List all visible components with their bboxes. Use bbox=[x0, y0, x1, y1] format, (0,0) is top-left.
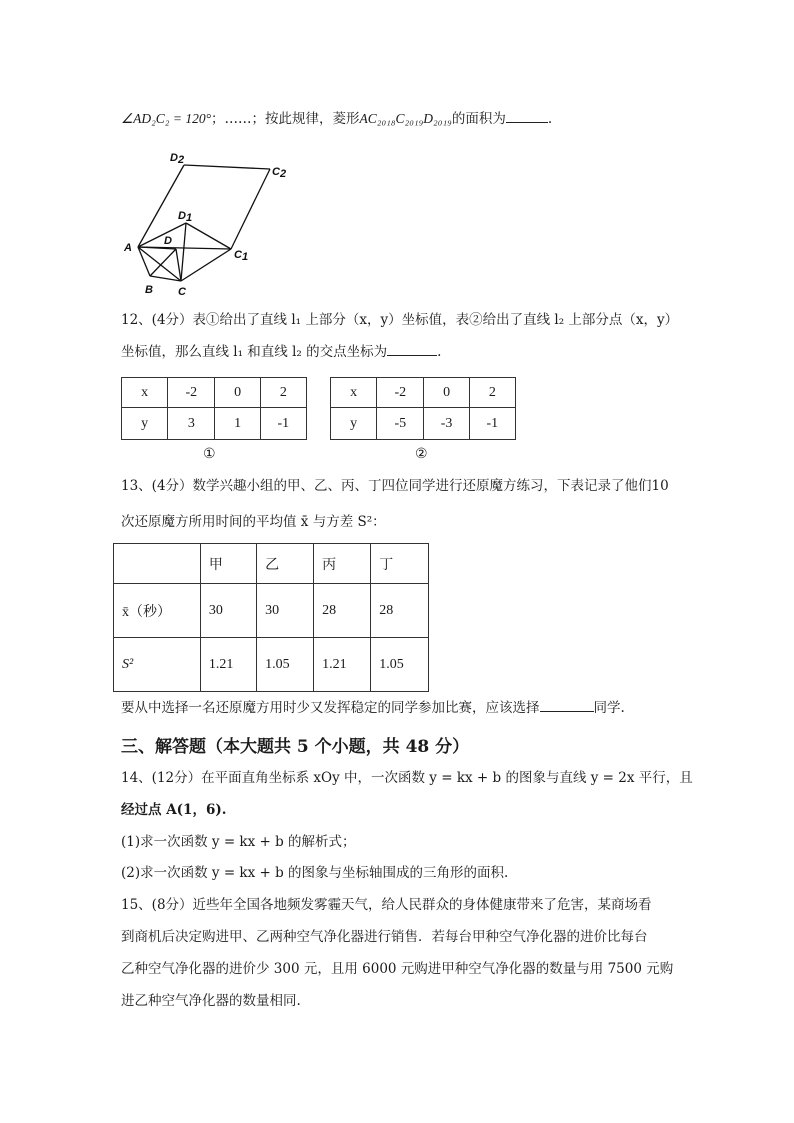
table-cell: 30 bbox=[257, 584, 314, 638]
edge-D-C bbox=[176, 249, 181, 281]
table-cell: -1 bbox=[469, 408, 515, 440]
q12-line2-text: 坐标值，那么直线 l₁ 和直线 l₂ 的交点坐标为 bbox=[121, 344, 388, 360]
q11-tail: 的面积为 bbox=[451, 111, 506, 127]
label-C: C bbox=[178, 286, 186, 298]
table-cell: -1 bbox=[260, 408, 306, 440]
table-cell: 3 bbox=[168, 408, 215, 440]
q14-subquestion-2: (2)求一次函数 y = kx + b 的图象与坐标轴围成的三角形的面积. bbox=[121, 865, 509, 881]
q11-rhombus-figure bbox=[118, 145, 293, 300]
table-row bbox=[122, 378, 307, 408]
table-row bbox=[331, 378, 516, 408]
table-cell: 1.21 bbox=[200, 638, 256, 692]
q15-line3: 乙种空气净化器的进价少 300 元，且用 6000 元购进甲种空气净化器的数量与用 7500 元购 bbox=[121, 961, 674, 977]
q12-answer-blank bbox=[387, 341, 437, 356]
q11-rhombus-name: AC₂₀₁₈C₂₀₁₉D₂₀₁₉ bbox=[359, 111, 452, 126]
table-cell: -2 bbox=[377, 378, 424, 408]
edge-B-D bbox=[150, 249, 176, 276]
q13-question bbox=[121, 697, 625, 718]
edge-C2-C1 bbox=[231, 169, 270, 249]
q11-angle-expression: ∠AD₂C₂ = 120° bbox=[121, 111, 211, 126]
table-cell: 28 bbox=[371, 584, 429, 638]
q12-line2 bbox=[121, 341, 441, 362]
edge-D1-C1 bbox=[186, 223, 231, 249]
table-header-yi: 乙 bbox=[257, 544, 314, 584]
section-3-heading: 三、解答题（本大题共 5 个小题，共 48 分） bbox=[121, 737, 470, 757]
table-cell bbox=[114, 544, 201, 584]
table-cell: x bbox=[122, 378, 168, 408]
table-cell: -3 bbox=[424, 408, 469, 440]
table-cell: -5 bbox=[377, 408, 424, 440]
table-row bbox=[331, 408, 516, 440]
table-cell: 0 bbox=[215, 378, 260, 408]
table-cell: x̄（秒） bbox=[114, 584, 201, 638]
edge-C-D1 bbox=[181, 223, 186, 281]
q13-answer-blank bbox=[540, 697, 594, 712]
q13-question-end: 同学. bbox=[593, 700, 625, 716]
table-header-row bbox=[114, 544, 429, 584]
label-D2: D2 bbox=[170, 152, 185, 166]
q13-line2: 次还原魔方所用时间的平均值 x̄ 与方差 S²： bbox=[121, 514, 386, 530]
q15-line1: 15、(8分）近些年全国各地频发雾霾天气，给人民群众的身体健康带来了危害，某商场看 bbox=[121, 897, 652, 913]
table-cell: 1.21 bbox=[314, 638, 371, 692]
table-header-bing: 丙 bbox=[314, 544, 371, 584]
q11-period: . bbox=[547, 111, 553, 127]
q11-text-line bbox=[121, 108, 552, 129]
table-row bbox=[122, 408, 307, 440]
table-cell: 1.05 bbox=[371, 638, 429, 692]
edge-C-C1 bbox=[181, 249, 231, 281]
table-cell: x bbox=[331, 378, 377, 408]
q13-line1: 13、(4分）数学兴趣小组的甲、乙、丙、丁四位同学进行还原魔方练习，下表记录了他们10 bbox=[121, 478, 669, 494]
q12-period: . bbox=[437, 344, 442, 360]
label-B: B bbox=[145, 284, 153, 296]
q13-table bbox=[113, 543, 429, 692]
table-header-ding: 丁 bbox=[371, 544, 429, 584]
q12-table-2 bbox=[330, 377, 516, 440]
q14-line2: 经过点 A(1，6). bbox=[121, 802, 227, 818]
edge-A-D2 bbox=[138, 165, 184, 247]
label-C1: C1 bbox=[234, 249, 249, 263]
q11-answer-blank bbox=[506, 108, 548, 123]
q13-question-text: 要从中选择一名还原魔方用时少又发挥稳定的同学参加比赛，应该选择 bbox=[121, 700, 540, 716]
table-row-variance bbox=[114, 638, 429, 692]
table-cell: 1.05 bbox=[257, 638, 314, 692]
q14-subquestion-1: (1)求一次函数 y = kx + b 的解析式； bbox=[121, 834, 356, 850]
table-cell: 2 bbox=[469, 378, 515, 408]
q11-text: 按此规律，菱形 bbox=[265, 111, 360, 127]
label-A: A bbox=[124, 242, 132, 254]
q15-line4: 进乙种空气净化器的数量相同. bbox=[121, 993, 301, 1009]
table-cell: 28 bbox=[314, 584, 371, 638]
label-D: D bbox=[164, 235, 172, 247]
q14-line1: 14、(12分）在平面直角坐标系 xOy 中，一次函数 y = kx + b 的图象与直线 y = 2x 平行，且 bbox=[121, 770, 693, 786]
label-C2: C2 bbox=[272, 166, 287, 180]
label-D1: D1 bbox=[178, 210, 193, 224]
table-cell: 2 bbox=[260, 378, 306, 408]
table-cell: 1 bbox=[215, 408, 260, 440]
q12-line1: 12、(4分）表①给出了直线 l₁ 上部分（x，y）坐标值，表②给出了直线 l₂ 上部分点（x，y） bbox=[121, 312, 679, 328]
table-cell: -2 bbox=[168, 378, 215, 408]
q15-line2: 到商机后决定购进甲、乙两种空气净化器进行销售．若每台甲种空气净化器的进价比每台 bbox=[121, 929, 648, 945]
table-row-mean bbox=[114, 584, 429, 638]
table-cell: 30 bbox=[200, 584, 256, 638]
q11-separator: ；……； bbox=[211, 111, 265, 127]
q12-table-2-label: ② bbox=[415, 446, 428, 462]
table-cell: y bbox=[331, 408, 377, 440]
table-cell: 0 bbox=[424, 378, 469, 408]
q12-table-1-label: ① bbox=[203, 446, 216, 462]
edge-D2-C2 bbox=[184, 165, 270, 169]
table-cell: S² bbox=[114, 638, 201, 692]
table-header-jia: 甲 bbox=[200, 544, 256, 584]
q12-table-1 bbox=[121, 377, 307, 440]
table-cell: y bbox=[122, 408, 168, 440]
